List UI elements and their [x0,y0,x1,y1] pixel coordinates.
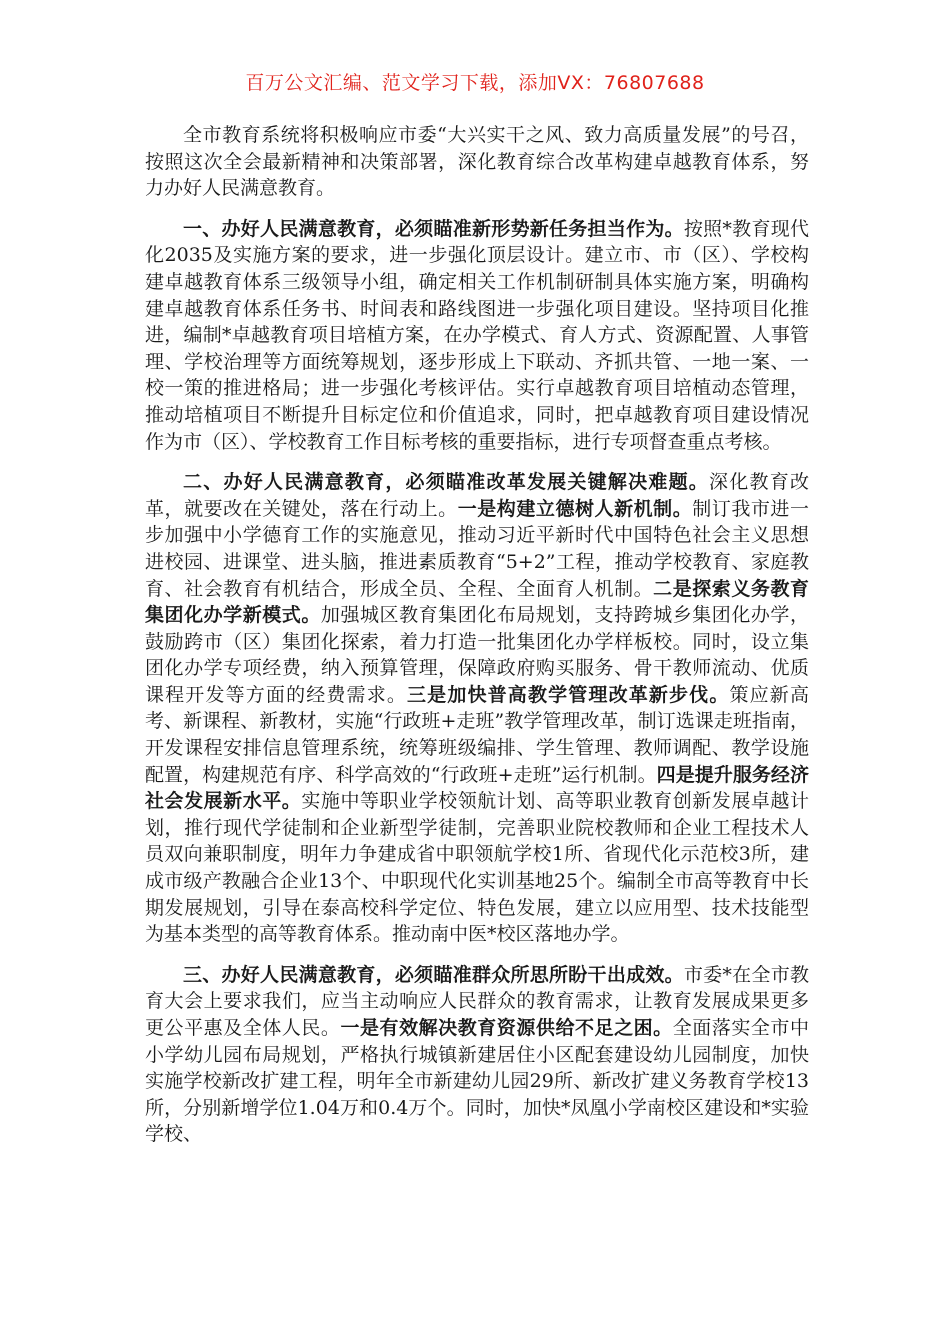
section-3-item-1-title: 一是有效解决教育资源供给不足之困。 [340,1017,673,1039]
section-3-item-1-body: 全面落实全市中小学幼儿园布局规划，严格执行城镇新建居住小区配套建设幼儿园制度，加快实施学校新改扩建工程，明年全市新建幼儿园29所、新改扩建义务教育学校13所，分别新增学位1.04万和0.4万个。同时，加快*凤凰小学南校区建设和*实验学校、 [145,1017,809,1146]
section-3-heading: 三、办好人民满意教育，必须瞄准群众所思所盼干出成效。 [183,963,684,986]
section-2-lead: 深化教育改革，就要改在关键处，落在行动上。 [145,471,809,520]
section-2-item-3-title: 三是加快普高教学管理改革新步伐。 [407,683,730,706]
section-2-item-3-body: 策应新高考、新课程、新教材，实施“行政班+走班”教学管理改革，制订选课走班指南，开发课程安排信息管理系统，统筹班级编排、学生管理、教师调配、教学设施配置，构建规范有序、科学高效的“行政班+走班”运行机制。 [145,683,809,786]
section-2-item-4-body: 实施中等职业学校领航计划、高等职业教育创新发展卓越计划，推行现代学徒制和企业新型学徒制，完善职业院校教师和企业工程技术人员双向兼职制度，明年力争建成省中职领航学校1所、省现代化示范校3所，建成市级产教融合企业13个、中职现代化实训基地25个。编制全市高等教育中长期发展规划，引导在泰高校科学定位、特色发展，建立以应用型、技术技能型为基本类型的高等教育体系。推动南中医*校区落地办学。 [145,790,809,946]
section-2-item-1-body: 制订我市进一步加强中小学德育工作的实施意见，推动习近平新时代中国特色社会主义思想进校园、进课堂、进头脑，推进素质教育“5+2”工程，推动学校教育、家庭教育、社会教育有机结合，形成全员、全程、全面育人机制。 [145,497,809,600]
section-2-item-1-title: 一是构建立德树人新机制。 [457,497,693,520]
section-2-item-2-body: 加强城区教育集团化布局规划，支持跨城乡集团化办学，鼓励跨市（区）集团化探索，着力打造一批集团化办学样板校。同时，设立集团化办学专项经费，纳入预算管理，保障政府购买服务、骨干教师流动、优质课程开发等方面的经费需求。 [145,604,809,706]
section-2-item-2-title: 二是探索义务教育集团化办学新模式。 [145,577,809,627]
section-3-paragraph [145,962,809,1148]
section-2-paragraph [145,469,809,948]
section-2-item-4-title: 四是提升服务经济社会发展新水平。 [145,763,809,813]
section-3-lead: 市委*在全市教育大会上要求我们，应当主动响应人民群众的教育需求，让教育发展成果更多更公平惠及全体人民。 [145,963,809,1039]
watermark-header: 百万公文汇编、范文学习下载，添加VX：76807688 [245,72,705,94]
intro-paragraph: 全市教育系统将积极响应市委“大兴实干之风、致力高质量发展”的号召，按照这次全会最新精神和决策部署，深化教育综合改革构建卓越教育体系，努力办好人民满意教育。 [145,124,809,200]
document-body [145,122,809,1162]
section-1-heading: 一、办好人民满意教育，必须瞄准新形势新任务担当作为。 [183,217,684,240]
section-1-paragraph [145,216,809,455]
section-1-body: 按照*教育现代化2035及实施方案的要求，进一步强化顶层设计。建立市、市（区）、学校构建卓越教育体系三级领导小组，确定相关工作机制研制具体实施方案，明确构建卓越教育体系任务书、时间表和路线图进一步强化项目建设。坚持项目化推进，编制*卓越教育项目培植方案，在办学模式、育人方式、资源配置、人事管理、学校治理等方面统筹规划，逐步形成上下联动、齐抓共管、一地一案、一校一策的推进格局；进一步强化考核评估。实行卓越教育项目培植动态管理，推动培植项目不断提升目标定位和价值追求，同时，把卓越教育项目建设情况作为市（区）、学校教育工作目标考核的重要指标，进行专项督查重点考核。 [145,217,809,453]
section-2-heading: 二、办好人民满意教育，必须瞄准改革发展关键解决难题。 [183,471,710,494]
